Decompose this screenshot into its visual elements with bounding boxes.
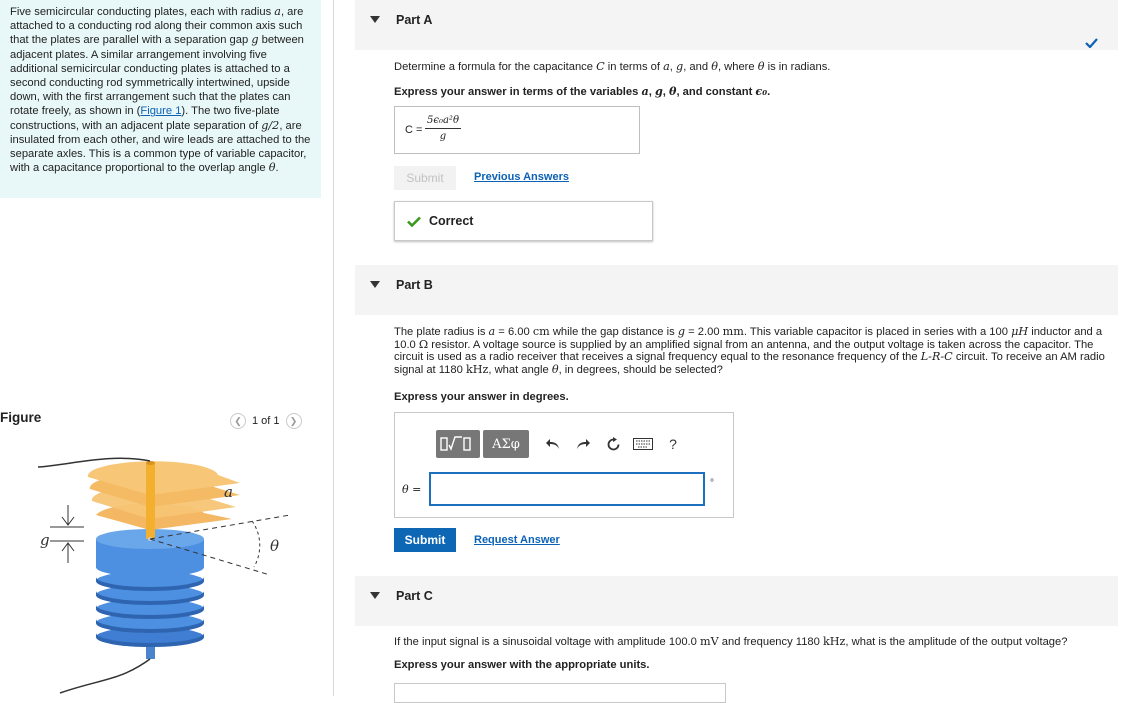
answer-denominator: g: [439, 131, 447, 142]
collapse-triangle-icon: [370, 16, 380, 23]
undo-button[interactable]: [538, 430, 568, 458]
collapse-triangle-icon: [370, 592, 380, 599]
label-a: a: [224, 483, 233, 501]
keyboard-icon: [633, 438, 653, 450]
top-rod: [146, 463, 155, 539]
part-a-title: Part A: [396, 13, 433, 27]
part-a-instruction: Express your answer in terms of the variables a, g, θ, and constant ϵ₀.: [394, 84, 771, 98]
theta-answer-input[interactable]: [429, 472, 705, 506]
reset-button[interactable]: [598, 430, 628, 458]
part-b-title: Part B: [396, 278, 433, 292]
math-toolbar: [436, 430, 688, 458]
figure-page-count: 1 of 1: [252, 415, 280, 427]
checkmark-icon: [1085, 38, 1098, 48]
capacitor-figure: [0, 455, 330, 696]
part-c-title: Part C: [396, 589, 433, 603]
prev-figure-button[interactable]: [230, 413, 246, 429]
part-c-answer-box: [394, 683, 726, 703]
part-b-instruction: Express your answer in degrees.: [394, 391, 569, 403]
greek-symbols-button[interactable]: ΑΣφ: [483, 430, 529, 458]
next-figure-button[interactable]: [286, 413, 302, 429]
orange-plate-stack: [88, 461, 240, 530]
figure-pager: [230, 413, 302, 429]
label-theta: θ: [270, 537, 280, 555]
answer-fraction: [425, 115, 461, 142]
part-b-header[interactable]: [355, 265, 1118, 315]
collapse-triangle-icon: [370, 281, 380, 288]
part-a-answer-box: [394, 106, 640, 154]
answer-lhs: C =: [405, 124, 423, 136]
bottom-wire: [60, 659, 150, 693]
part-a-question: Determine a formula for the capacitance C in terms of a, g, and θ, where θ is in radians.: [394, 60, 831, 73]
check-icon: [407, 216, 421, 227]
radical-template-icon: [440, 435, 476, 453]
answer-numerator: 5ϵ₀a²θ: [425, 115, 461, 129]
part-c-question: If the input signal is a sinusoidal voltage with amplitude 100.0 mV and frequency 1180 kHz, what is the amplitude of the output voltage?: [394, 635, 1068, 648]
part-b-question: The plate radius is a = 6.00 cm while the gap distance is g = 2.00 mm. This variable capacitor is placed in series with a 100 μH inductor and a 10.0 Ω resistor. A voltage source is supplied by an amplified signal from an antenna, and the output voltage is taken across the capacitor. The circuit is used as a radio receiver that receives a signal frequency equal to the resonance frequency of the L-R-C circuit. To receive an AM radio signal at 1180 kHz, what angle θ, in degrees, should be selected?: [394, 325, 1105, 376]
reset-icon: [606, 437, 621, 452]
column-divider: [333, 0, 334, 696]
degree-unit: °: [710, 478, 714, 489]
part-c-header[interactable]: [355, 576, 1118, 626]
part-b-submit-button[interactable]: Submit: [394, 528, 456, 552]
figure-link[interactable]: Figure 1: [140, 105, 182, 118]
problem-statement: Five semicircular conducting plates, each with radius a, are attached to a conducting rod along their common axis such that the plates are parallel with a separation gap g between adjacent plates. A similar arrangement involving five additional semicircular conducting plates is attached to a second conducting rod symmetrically intertwined, upside down, with the first arrangement such that the plates can rotate freely, as shown in (Figure 1). The two five-plate constructions, with an adjacent plate separation of g/2, are insulated from each other, and wire leads are attached to the separate axles. This is a common type of variable capacitor, with a capacitance proportional to the overlap angle θ.: [0, 0, 321, 198]
bottom-rod: [146, 645, 155, 659]
chevron-right-icon: ❯: [289, 415, 298, 426]
blue-plate-stack: [96, 529, 204, 647]
request-answer-link[interactable]: Request Answer: [474, 534, 560, 546]
redo-button[interactable]: [568, 430, 598, 458]
undo-icon: [546, 438, 560, 450]
part-c-instruction: Express your answer with the appropriate units.: [394, 659, 650, 671]
theta-label: θ =: [402, 483, 422, 496]
templates-button[interactable]: [436, 430, 480, 458]
keyboard-button[interactable]: [628, 430, 658, 458]
previous-answers-link[interactable]: Previous Answers: [474, 171, 569, 183]
part-a-header[interactable]: [355, 0, 1118, 50]
part-a-submit-button[interactable]: Submit: [394, 166, 456, 190]
redo-icon: [576, 438, 590, 450]
correct-feedback: Correct: [394, 201, 653, 241]
help-button[interactable]: ?: [669, 436, 677, 452]
chevron-left-icon: ❮: [234, 415, 242, 426]
label-g: g: [40, 531, 50, 549]
figure-title: Figure: [0, 410, 42, 425]
